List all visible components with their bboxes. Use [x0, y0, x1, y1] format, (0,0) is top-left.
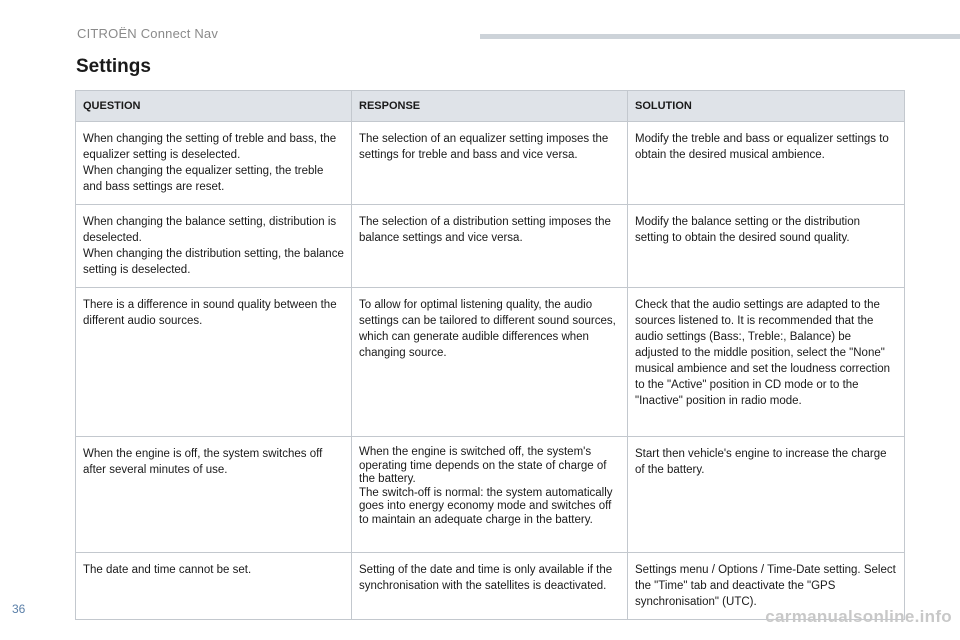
question-cell: When the engine is off, the system switches off after several minutes of use. — [76, 437, 352, 553]
table-row — [76, 205, 905, 288]
table-header-row — [76, 91, 905, 122]
faq-table — [75, 90, 905, 620]
solution-cell: Start then vehicle's engine to increase the charge of the battery. — [628, 437, 905, 553]
question-cell: When changing the balance setting, distribution is deselected. When changing the distribution setting, the balance setting is deselected. — [76, 205, 352, 288]
table-row — [76, 437, 905, 553]
response-cell: To allow for optimal listening quality, the audio settings can be tailored to different sound sources, which can generate audible differences when changing source. — [352, 288, 628, 437]
question-cell: When changing the setting of treble and bass, the equalizer setting is deselected. When changing the equalizer setting, the treble and bass settings are reset. — [76, 122, 352, 205]
table-row — [76, 288, 905, 437]
solution-cell: Check that the audio settings are adapted to the sources listened to. It is recommended that the audio settings (Bass:, Treble:, Balance) be adjusted to the middle position, select the "None" musical ambience and set the loudness correction to the "Active" position in CD mode or to the "Inactive" position in radio mode. — [628, 288, 905, 437]
response-cell: The selection of an equalizer setting imposes the settings for treble and bass and vice versa. — [352, 122, 628, 205]
manual-brand-header: CITROËN Connect Nav — [77, 26, 219, 41]
question-cell: The date and time cannot be set. — [76, 553, 352, 620]
response-cell: When the engine is switched off, the system's operating time depends on the state of charge of the battery. The switch-off is normal: the system automatically goes into energy economy mode and switches off to maintain an adequate charge in the battery. — [352, 437, 628, 553]
question-cell: There is a difference in sound quality between the different audio sources. — [76, 288, 352, 437]
response-cell: The selection of a distribution setting imposes the balance settings and vice versa. — [352, 205, 628, 288]
column-header-solution: SOLUTION — [628, 91, 905, 122]
solution-cell: Modify the treble and bass or equalizer settings to obtain the desired musical ambience. — [628, 122, 905, 205]
table-row — [76, 122, 905, 205]
page-title: Settings — [76, 56, 151, 77]
column-header-response: RESPONSE — [352, 91, 628, 122]
solution-cell: Settings menu / Options / Time-Date setting. Select the "Time" tab and deactivate the "GPS synchronisation" (UTC). — [628, 553, 905, 620]
page-number: 36 — [12, 602, 26, 616]
header-divider-bar — [480, 34, 960, 39]
response-cell: Setting of the date and time is only available if the synchronisation with the satellites is deactivated. — [352, 553, 628, 620]
column-header-question: QUESTION — [76, 91, 352, 122]
solution-cell: Modify the balance setting or the distribution setting to obtain the desired sound quality. — [628, 205, 905, 288]
watermark-text: carmanualsonline.info — [765, 607, 952, 626]
